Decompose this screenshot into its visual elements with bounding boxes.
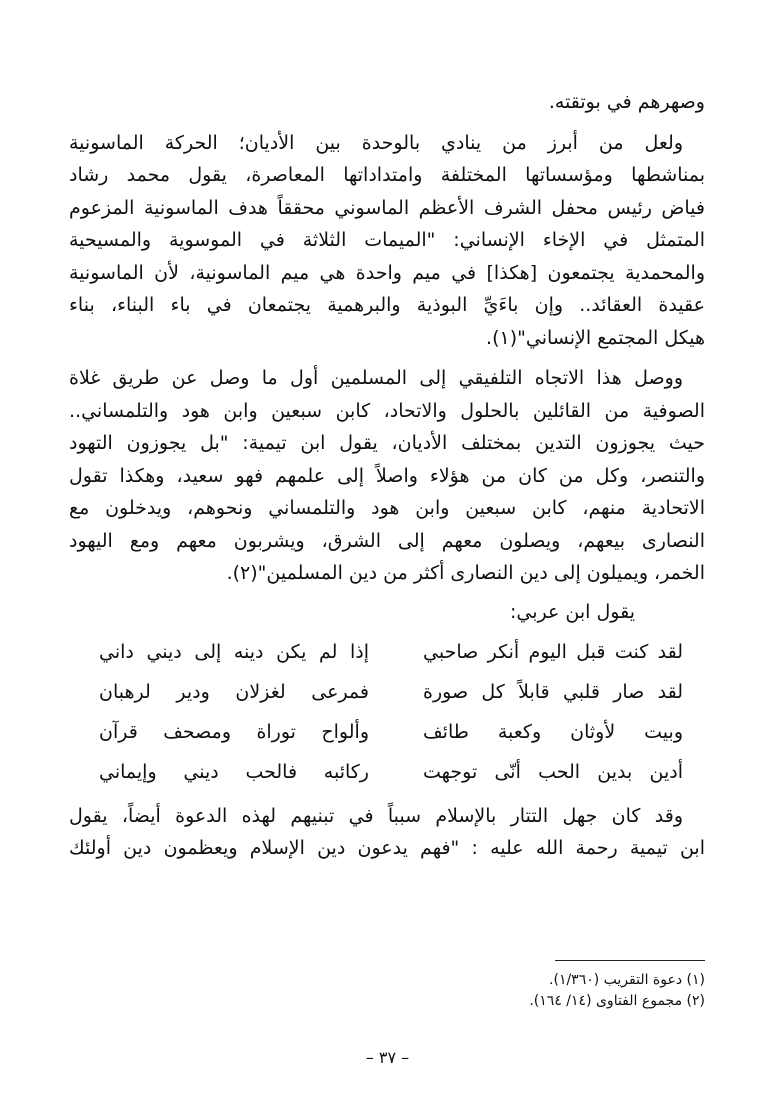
text-line: وقد كان جهل التتار بالإسلام سبباً في تبنيهم لهذه الدعوة أيضاً، يقول — [69, 804, 683, 827]
verse-first-hemistich: أدين بدين الحب أنّى توجهت — [423, 760, 683, 783]
poem-verse — [69, 632, 705, 672]
footnotes — [69, 970, 705, 1012]
text-line: هيكل المجتمع الإنساني"(١). — [486, 326, 705, 349]
verse-second-hemistich: فمرعى لغزلان ودير لرهبان — [99, 680, 369, 703]
verse-first-hemistich: لقد صار قلبي قابلاً كل صورة — [423, 680, 683, 703]
paragraph-1 — [69, 127, 705, 355]
poem — [69, 632, 705, 792]
text-line: ولعل من أبرز من ينادي بالوحدة بين الأديان؛ الحركة الماسونية — [69, 131, 683, 154]
text-line: فياض رئيس محفل الشرف الأعظم الماسوني محققاً هدف الماسونية المزعوم — [69, 196, 705, 219]
verse-second-hemistich: إذا لم يكن دينه إلى ديني داني — [99, 640, 369, 663]
poem-verse — [69, 712, 705, 752]
footnote-2: (٢) مجموع الفتاوى (١٤/ ١٦٤). — [529, 993, 705, 1009]
text-line: النصارى بيعهم، ويصلون معهم إلى الشرق، ويشربون معهم ومع اليهود — [69, 529, 705, 552]
text-line: وصهرهم في بوتقته. — [548, 91, 705, 113]
text-line: والتنصر، وكل من كان من هؤلاء واصلاً إلى علمهم فهو سعيد، وهكذا تقول — [69, 464, 705, 487]
verse-second-hemistich: ركائبه فالحب ديني وإيماني — [99, 760, 369, 783]
text-line: الاتحادية منهم، كابن سبعين وابن هود والتلمساني ونحوهم، ويدخلون مع — [69, 497, 705, 519]
text-line: ووصل هذا الاتجاه التلفيقي إلى المسلمين أول ما وصل عن طريق غلاة — [69, 367, 683, 389]
footnote-1: (١) دعوة التقريب (١/٣٦٠). — [549, 972, 705, 988]
text-line: الخمر، ويميلون إلى دين النصارى أكثر من دين المسلمين"(٢). — [226, 562, 705, 584]
verse-second-hemistich: وألواح توراة ومصحف قرآن — [99, 720, 369, 743]
main-text — [69, 86, 705, 865]
text-line: والمحمدية يجتمعون [هكذا] في ميم واحدة هي ميم الماسونية، لأن الماسونية — [69, 261, 705, 284]
text-line: ابن تيمية رحمة الله عليه : "فهم يدعون دين الإسلام ويعظمون دين أولئك — [69, 837, 705, 859]
text-line: بمناشطها ومؤسساتها المختلفة وامتداداتها المعاصرة، يقول محمد رشاد — [69, 164, 705, 186]
poem-verse — [69, 752, 705, 792]
verse-first-hemistich: وبيت لأوثان وكعبة طائف — [423, 720, 683, 743]
paragraph-2 — [69, 362, 705, 590]
text-line: عقيدة العقائد.. وإن باءَيِّ البوذية والبرهمية يجتمعان في باء البناء، بناء — [69, 294, 705, 316]
paragraph-0 — [69, 86, 705, 119]
page-number: – ٣٧ – — [365, 1048, 410, 1067]
poem-intro: يقول ابن عربي: — [510, 600, 635, 623]
text-line: الصوفية من القائلين بالحلول والاتحاد، كابن سبعين وابن هود والتلمساني.. — [69, 399, 705, 422]
paragraph-3 — [69, 800, 705, 865]
footnote-divider — [555, 960, 705, 961]
verse-first-hemistich: لقد كنت قبل اليوم أنكر صاحبي — [423, 640, 683, 663]
poem-verse — [69, 672, 705, 712]
text-line: المتمثل في الإخاء الإنساني: "الميمات الثلاثة في الموسوية والمسيحية — [69, 229, 705, 251]
text-line: حيث يجوزون التدين بمختلف الأديان، يقول ابن تيمية: "بل يجوزون التهود — [69, 432, 705, 454]
